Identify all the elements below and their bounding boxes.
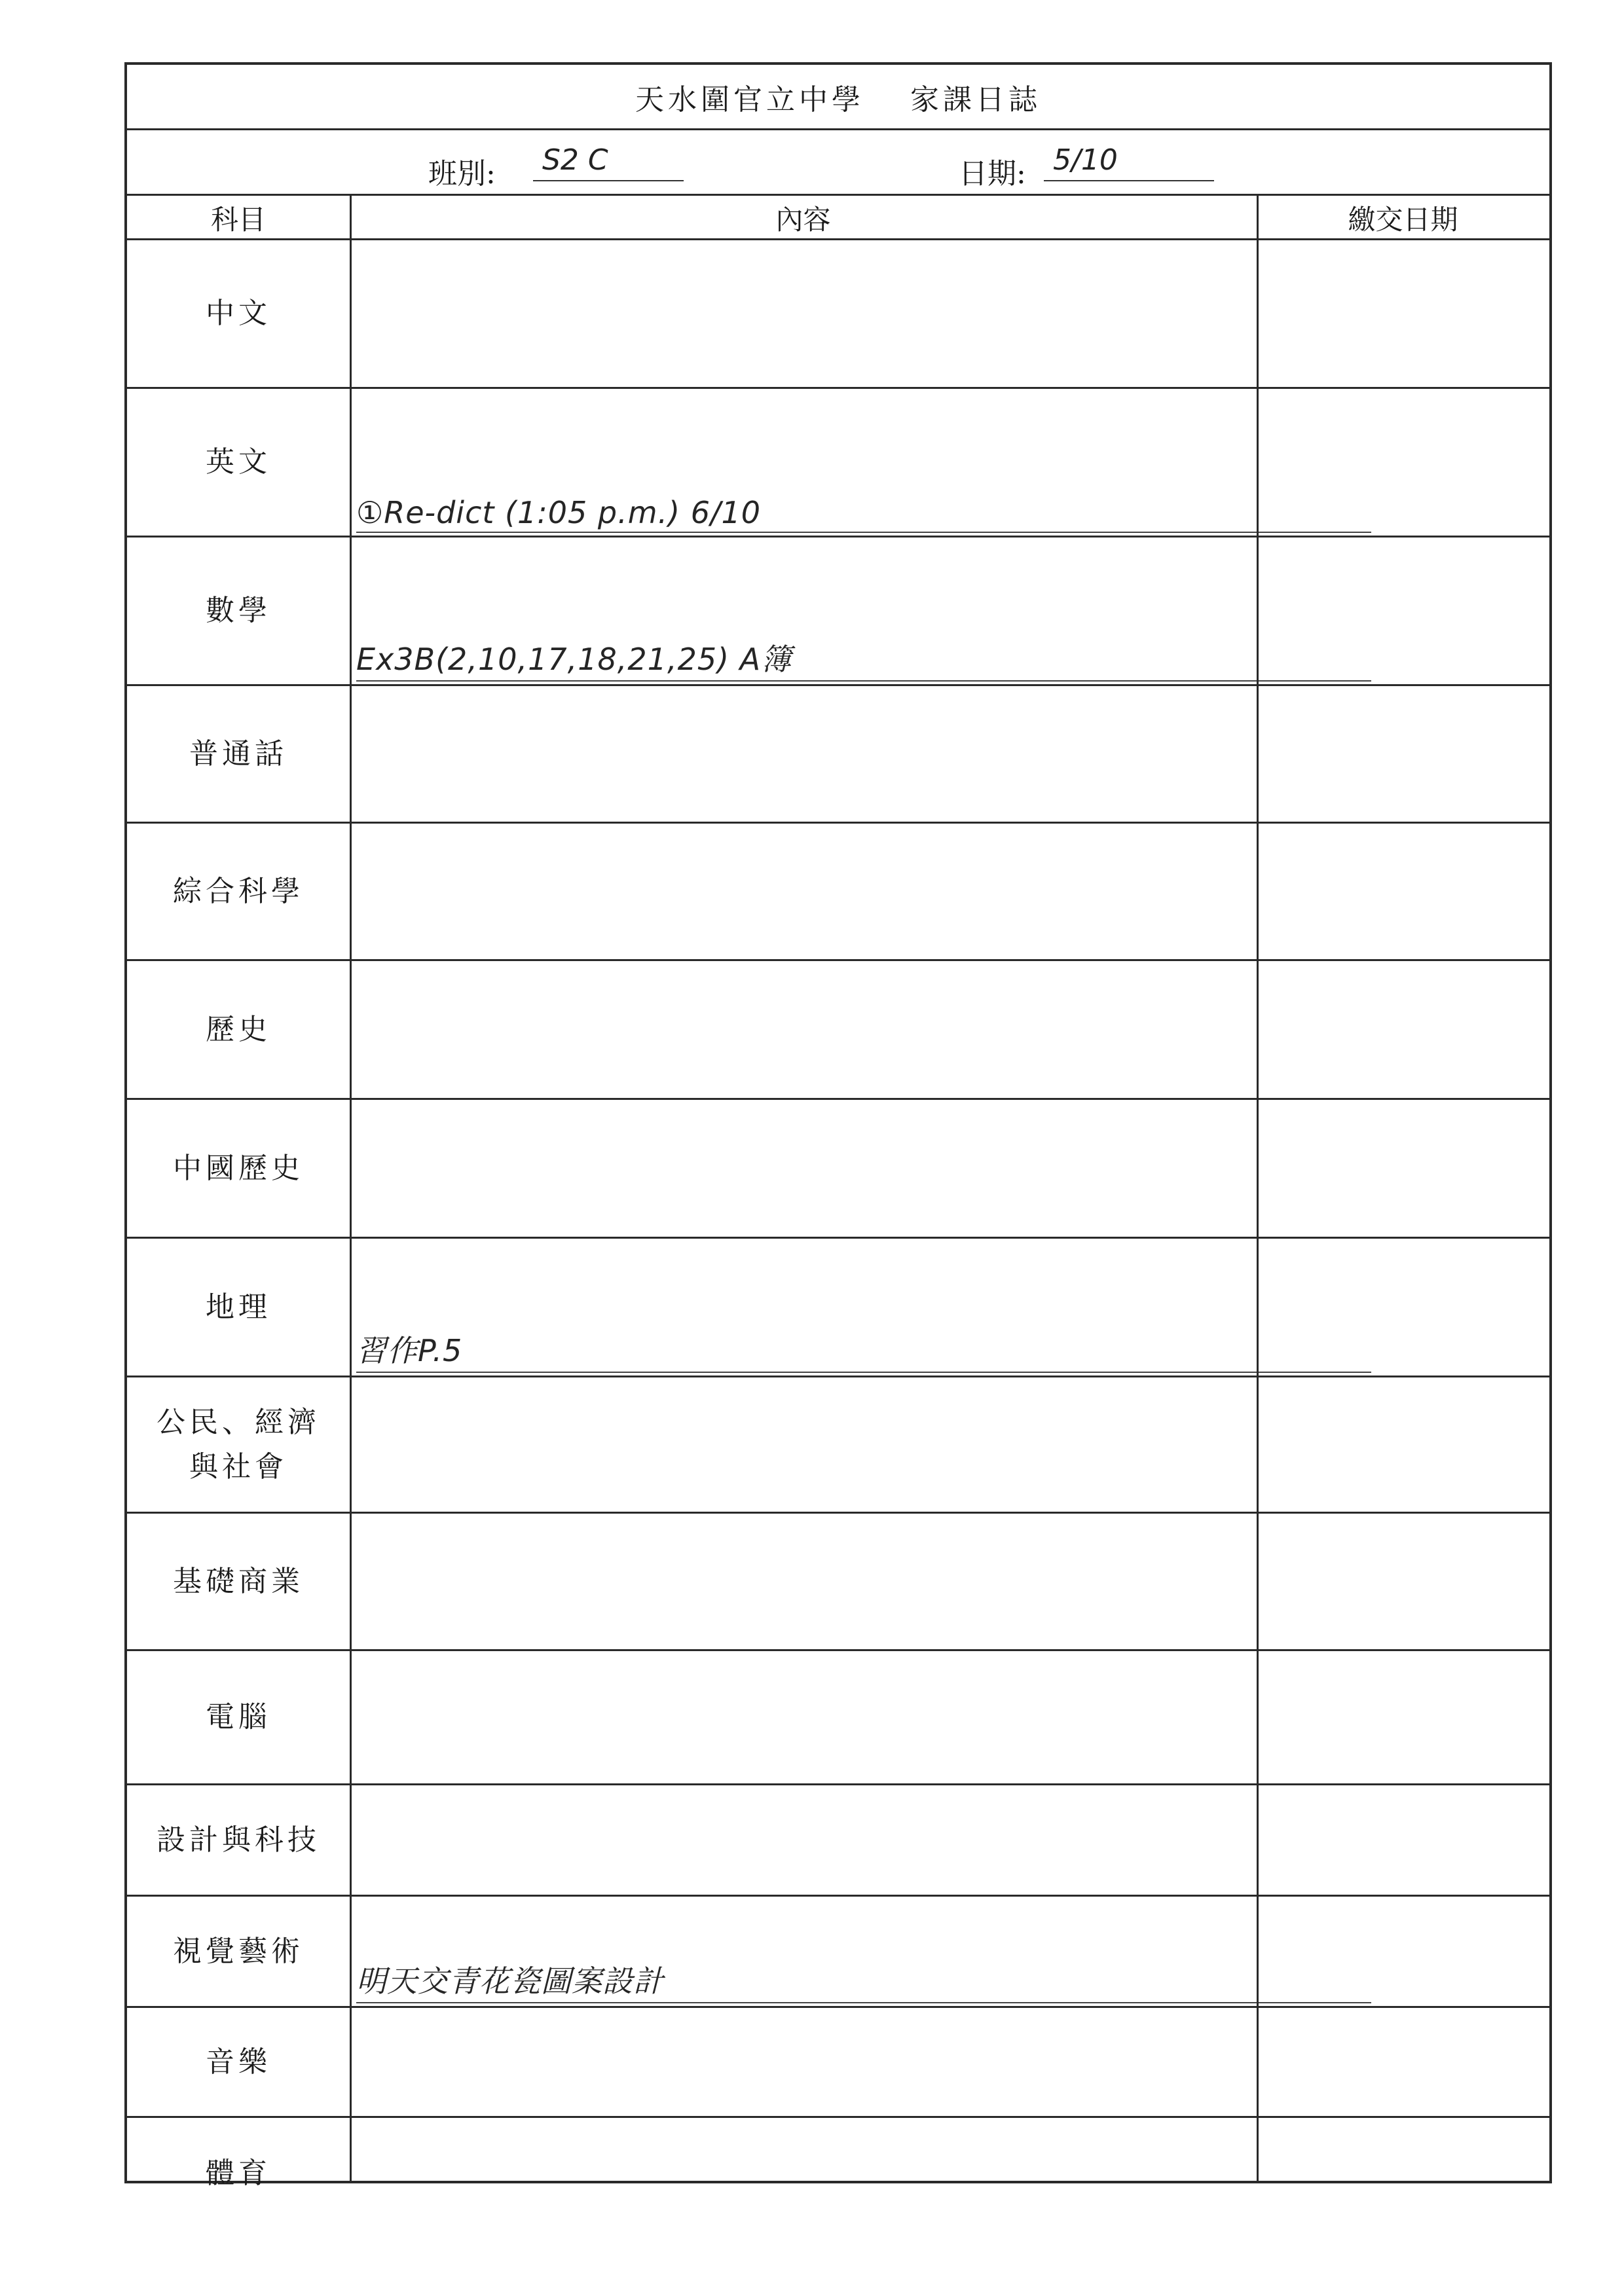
subject-label: 公民、經濟 與社會 <box>157 1405 320 1484</box>
date-label: 日期: <box>959 157 1026 191</box>
header-subject: 科目 <box>210 204 266 236</box>
subject-label: 歷史 <box>206 1012 271 1046</box>
subject-label: 綜合科學 <box>173 874 304 908</box>
table-header <box>127 196 1549 240</box>
table-row <box>127 389 1549 538</box>
table-row <box>127 240 1549 389</box>
subject-label: 體育 <box>206 2157 271 2190</box>
subject-label: 英文 <box>206 445 271 479</box>
table-row <box>127 1651 1549 1785</box>
homework-content: ①Re-dict (1:05 p.m.) 6/10 <box>356 495 1371 533</box>
column-divider-subject <box>350 196 352 2181</box>
table-row <box>127 961 1549 1100</box>
table-row <box>127 2008 1549 2118</box>
table-row <box>127 1785 1549 1897</box>
table-row <box>127 1514 1549 1651</box>
table-row <box>127 538 1549 686</box>
homework-content: 習作P.5 <box>356 1327 1371 1373</box>
table-row <box>127 824 1549 961</box>
school-name: 天水圍官立中學 <box>635 82 864 117</box>
subject-label: 電腦 <box>206 1700 271 1734</box>
table-row <box>127 1897 1549 2008</box>
subject-label: 設計與科技 <box>157 1823 320 1857</box>
table-row <box>127 1377 1549 1514</box>
table-row <box>127 1100 1549 1239</box>
diary-title: 家課日誌 <box>910 82 1041 117</box>
table-row <box>127 1239 1549 1377</box>
subject-label: 基礎商業 <box>173 1564 304 1598</box>
header-content: 內容 <box>775 204 831 236</box>
homework-content: Ex3B(2,10,17,18,21,25) A簿 <box>356 636 1371 682</box>
table-row <box>127 2118 1549 2229</box>
subject-label: 地理 <box>206 1290 271 1324</box>
homework-diary-form <box>124 62 1552 2190</box>
subject-label: 數學 <box>206 594 271 627</box>
subject-label: 普通話 <box>189 737 287 771</box>
form-title <box>127 65 1549 130</box>
class-value: S2 C <box>533 143 684 181</box>
class-label: 班別: <box>428 157 496 191</box>
subject-label: 視覺藝術 <box>173 1934 304 1968</box>
header-due-date: 繳交日期 <box>1348 204 1458 236</box>
table-row <box>127 686 1549 824</box>
homework-content: 明天交青花瓷圖案設計 <box>356 1958 1371 2003</box>
date-value: 5/10 <box>1044 143 1214 181</box>
subject-label: 中國歷史 <box>173 1151 304 1185</box>
subject-label: 音樂 <box>206 2045 271 2079</box>
subject-label: 中文 <box>206 297 271 330</box>
column-divider-due <box>1257 196 1259 2181</box>
info-row <box>127 130 1549 196</box>
